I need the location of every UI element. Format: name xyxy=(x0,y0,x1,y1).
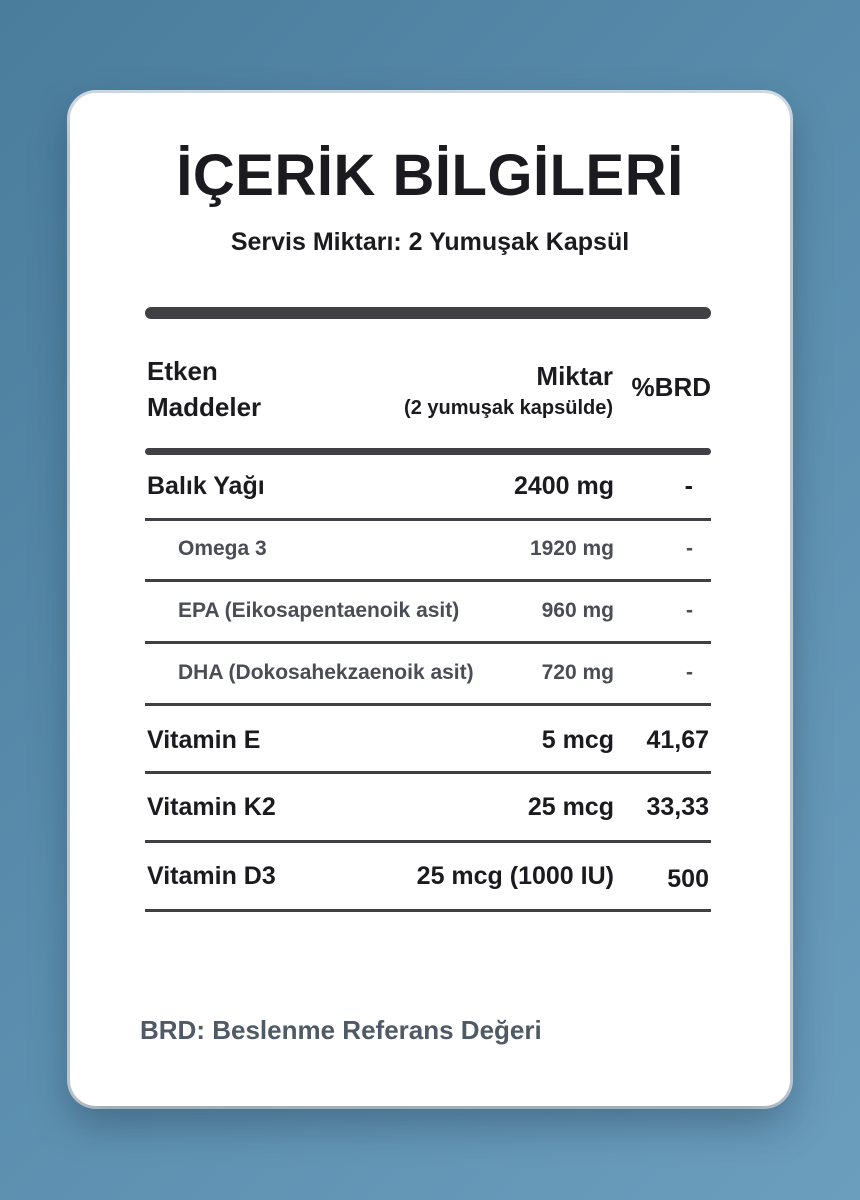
row-brd: - xyxy=(684,472,693,500)
row-brd: - xyxy=(686,661,693,684)
table-row xyxy=(145,787,711,827)
row-name: Vitamin K2 xyxy=(147,793,276,821)
row-amount: 5 mcg xyxy=(541,726,614,754)
row-amount: 1920 mg xyxy=(529,537,614,560)
row-amount: 2400 mg xyxy=(513,472,614,500)
table-row xyxy=(145,856,711,896)
row-amount: 25 mcg (1000 IU) xyxy=(416,862,614,890)
row-brd: - xyxy=(686,537,693,560)
row-divider xyxy=(145,771,711,774)
header-ingredients xyxy=(147,353,261,425)
row-name: EPA (Eikosapentaenoik asit) xyxy=(178,599,460,622)
row-name: Vitamin D3 xyxy=(147,862,276,890)
row-divider xyxy=(145,579,711,582)
header-ingredients-line1: Etken xyxy=(147,356,218,386)
row-brd: 500 xyxy=(667,865,709,893)
header-divider xyxy=(145,448,711,455)
table-row xyxy=(145,591,711,631)
row-amount: 720 mg xyxy=(541,661,614,684)
row-amount: 25 mcg xyxy=(527,793,614,821)
table-row xyxy=(145,653,711,693)
row-amount: 960 mg xyxy=(541,599,614,622)
table-row xyxy=(145,466,711,506)
row-divider xyxy=(145,909,711,912)
row-divider xyxy=(145,703,711,706)
row-brd: 41,67 xyxy=(646,726,709,754)
row-brd: - xyxy=(686,599,693,622)
page-title: İÇERİK BİLGİLERİ xyxy=(176,143,684,208)
footnote-definition: Beslenme Referans Değeri xyxy=(212,1015,542,1045)
header-ingredients-line2: Maddeler xyxy=(147,392,262,422)
serving-size: Servis Miktarı: 2 Yumuşak Kapsül xyxy=(230,228,630,256)
header-brd: %BRD xyxy=(631,372,711,402)
row-divider xyxy=(145,518,711,521)
header-amount: Miktar xyxy=(536,361,613,391)
row-divider xyxy=(145,641,711,644)
row-brd: 33,33 xyxy=(646,793,709,821)
row-name: Balık Yağı xyxy=(147,472,265,500)
row-name: Vitamin E xyxy=(147,726,261,754)
row-name: Omega 3 xyxy=(178,537,267,560)
row-name: DHA (Dokosahekzaenoik asit) xyxy=(178,661,474,684)
row-divider xyxy=(145,840,711,843)
header-amount-note: (2 yumuşak kapsülde) xyxy=(404,397,613,419)
ingredient-info-card xyxy=(70,93,790,1106)
footnote-abbreviation: BRD: xyxy=(140,1015,205,1045)
footnote xyxy=(140,1013,542,1047)
table-row xyxy=(145,529,711,569)
table-row xyxy=(145,720,711,760)
top-divider xyxy=(145,307,711,319)
